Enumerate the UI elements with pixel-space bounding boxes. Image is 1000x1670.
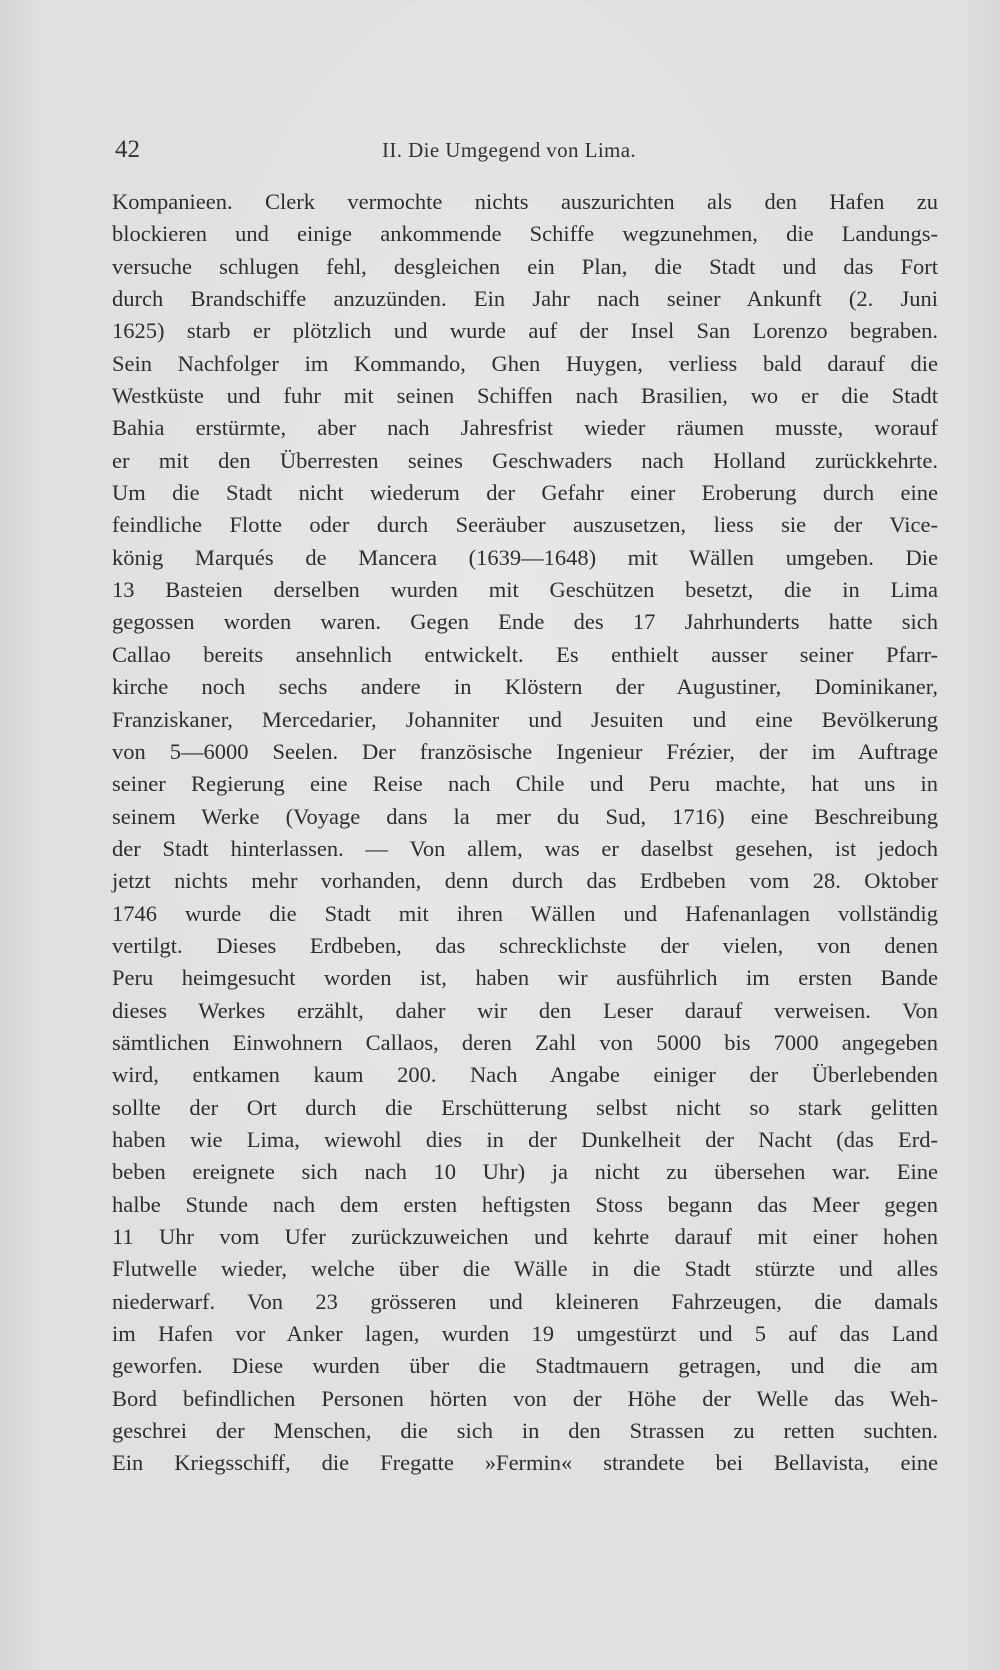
text-line: jetzt nichts mehr vorhanden, denn durch das Erdbeben vom 28. Oktober <box>112 868 938 894</box>
text-line: Ein Kriegsschiff, die Fregatte »Fermin« strandete bei Bellavista, eine <box>112 1450 938 1476</box>
text-line: 1746 wurde die Stadt mit ihren Wällen und Hafenanlagen vollständig <box>112 900 938 926</box>
text-line: sämtlichen Einwohnern Callaos, deren Zahl von 5000 bis 7000 angegeben <box>112 1029 938 1055</box>
text-line: seiner Regierung eine Reise nach Chile und Peru machte, hat uns in <box>112 771 938 797</box>
text-line: Bord befindlichen Personen hörten von der Höhe der Welle das Weh- <box>112 1385 938 1411</box>
text-line: Callao bereits ansehnlich entwickelt. Es enthielt ausser seiner Pfarr- <box>112 641 938 667</box>
text-line: wird, entkamen kaum 200. Nach Angabe einiger der Überlebenden <box>112 1062 938 1088</box>
text-line: könig Marqués de Mancera (1639—1648) mit Wällen umgeben. Die <box>112 544 938 570</box>
text-line: er mit den Überresten seines Geschwaders nach Holland zurückkehrte. <box>112 447 938 473</box>
text-line: blockieren und einige ankommende Schiffe wegzunehmen, die Landungs- <box>112 221 938 247</box>
text-line: 11 Uhr vom Ufer zurückzuweichen und kehrte darauf mit einer hohen <box>112 1224 938 1249</box>
text-line: Flutwelle wieder, welche über die Wälle in die Stadt stürzte und alles <box>112 1256 938 1282</box>
text-line: Kompanieen. Clerk vermochte nichts auszurichten als den Hafen zu <box>112 189 938 214</box>
text-line: 1625) starb er plötzlich und wurde auf der Insel San Lorenzo begraben. <box>112 318 938 344</box>
text-line: geschrei der Menschen, die sich in den Strassen zu retten suchten. <box>112 1418 938 1444</box>
text-line: der Stadt hinterlassen. — Von allem, was er daselbst gesehen, ist jedoch <box>112 835 938 861</box>
text-line: Franziskaner, Mercedarier, Johanniter und Jesuiten und eine Bevölkerung <box>112 706 938 732</box>
running-title: II. Die Umgegend von Lima. <box>382 138 637 162</box>
text-line: vertilgt. Dieses Erdbeben, das schrecklichste der vielen, von denen <box>112 932 938 958</box>
body-text <box>112 186 938 1480</box>
text-line: geworfen. Diese wurden über die Stadtmauern getragen, und die am <box>112 1353 938 1379</box>
text-line: gegossen worden waren. Gegen Ende des 17 Jahrhunderts hatte sich <box>112 609 938 635</box>
text-line: versuche schlugen fehl, desgleichen ein Plan, die Stadt und das Fort <box>112 253 938 279</box>
text-line: Sein Nachfolger im Kommando, Ghen Huygen, verliess bald darauf die <box>112 350 938 376</box>
text-line: 13 Basteien derselben wurden mit Geschützen besetzt, die in Lima <box>112 577 938 603</box>
page-header <box>115 136 937 170</box>
text-line: dieses Werkes erzählt, daher wir den Leser darauf verweisen. Von <box>112 997 938 1023</box>
text-line: haben wie Lima, wiewohl dies in der Dunkelheit der Nacht (das Erd- <box>112 1126 938 1152</box>
text-line: durch Brandschiffe anzuzünden. Ein Jahr nach seiner Ankunft (2. Juni <box>112 286 938 312</box>
text-line: im Hafen vor Anker lagen, wurden 19 umgestürzt und 5 auf das Land <box>112 1321 938 1347</box>
text-line: feindliche Flotte oder durch Seeräuber auszusetzen, liess sie der Vice- <box>112 512 938 538</box>
page-number: 42 <box>115 136 140 163</box>
text-line: Bahia erstürmte, aber nach Jahresfrist wieder räumen musste, worauf <box>112 415 938 441</box>
text-line: kirche noch sechs andere in Klöstern der Augustiner, Dominikaner, <box>112 674 938 700</box>
text-line: Westküste und fuhr mit seinen Schiffen nach Brasilien, wo er die Stadt <box>112 383 938 409</box>
text-line: halbe Stunde nach dem ersten heftigsten Stoss begann das Meer gegen <box>112 1191 938 1217</box>
text-line: Um die Stadt nicht wiederum der Gefahr einer Eroberung durch eine <box>112 480 938 506</box>
text-line: sollte der Ort durch die Erschütterung selbst nicht so stark gelitten <box>112 1094 938 1120</box>
text-line: von 5—6000 Seelen. Der französische Ingenieur Frézier, der im Auftrage <box>112 738 938 764</box>
text-line: niederwarf. Von 23 grösseren und kleineren Fahrzeugen, die damals <box>112 1288 938 1314</box>
text-line: seinem Werke (Voyage dans la mer du Sud, 1716) eine Beschreibung <box>112 803 938 829</box>
text-line: beben ereignete sich nach 10 Uhr) ja nicht zu übersehen war. Eine <box>112 1159 938 1185</box>
text-line: Peru heimgesucht worden ist, haben wir ausführlich im ersten Bande <box>112 965 938 991</box>
